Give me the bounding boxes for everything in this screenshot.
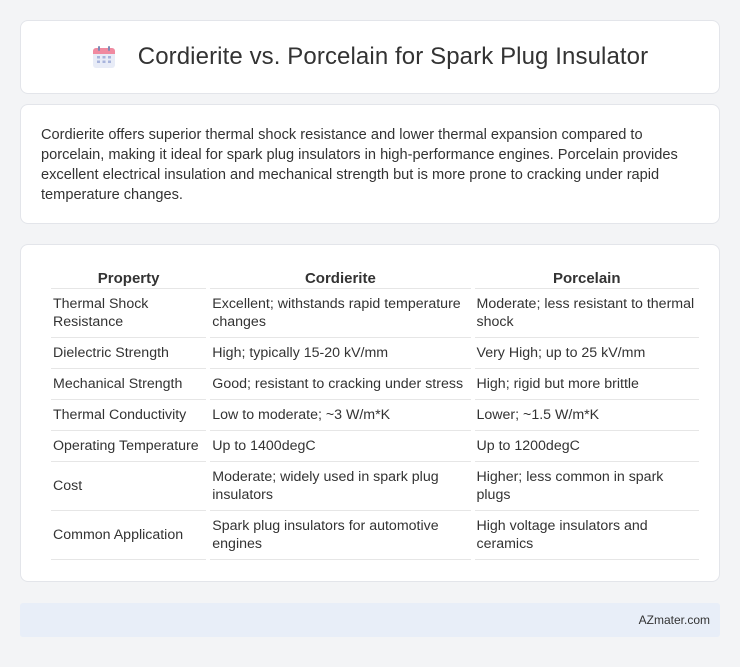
comparison-table bbox=[47, 263, 703, 560]
comparison-card bbox=[20, 244, 720, 582]
cell-cordierite: Excellent; withstands rapid temperature changes bbox=[210, 289, 470, 338]
cell-property: Thermal Shock Resistance bbox=[51, 289, 206, 338]
table-row bbox=[51, 431, 699, 462]
title-card bbox=[20, 20, 720, 94]
table-row bbox=[51, 338, 699, 369]
footer-bar bbox=[20, 603, 720, 637]
cell-cordierite: High; typically 15-20 kV/mm bbox=[210, 338, 470, 369]
calendar-icon bbox=[92, 45, 116, 69]
cell-porcelain: High; rigid but more brittle bbox=[475, 369, 699, 400]
cell-porcelain: Up to 1200degC bbox=[475, 431, 699, 462]
cell-porcelain: High voltage insulators and ceramics bbox=[475, 511, 699, 560]
cell-property: Thermal Conductivity bbox=[51, 400, 206, 431]
cell-property: Mechanical Strength bbox=[51, 369, 206, 400]
cell-property: Cost bbox=[51, 462, 206, 511]
summary-text: Cordierite offers superior thermal shock resistance and lower thermal expansion compared to porcelain, making it ideal for spark plug insulators in high-performance engines. Porcelain provides excellent electrical insulation and mechanical strength but is more prone to cracking under rapid temperature changes. bbox=[41, 127, 678, 203]
cell-cordierite: Low to moderate; ~3 W/m*K bbox=[210, 400, 470, 431]
cell-cordierite: Moderate; widely used in spark plug insulators bbox=[210, 462, 470, 511]
cell-cordierite: Spark plug insulators for automotive engines bbox=[210, 511, 470, 560]
table-row bbox=[51, 400, 699, 431]
cell-property: Dielectric Strength bbox=[51, 338, 206, 369]
header-porcelain: Porcelain bbox=[475, 263, 699, 289]
cell-cordierite: Up to 1400degC bbox=[210, 431, 470, 462]
cell-cordierite: Good; resistant to cracking under stress bbox=[210, 369, 470, 400]
cell-porcelain: Lower; ~1.5 W/m*K bbox=[475, 400, 699, 431]
cell-porcelain: Moderate; less resistant to thermal shock bbox=[475, 289, 699, 338]
cell-porcelain: Higher; less common in spark plugs bbox=[475, 462, 699, 511]
header-cordierite: Cordierite bbox=[210, 263, 470, 289]
table-row bbox=[51, 369, 699, 400]
cell-property: Common Application bbox=[51, 511, 206, 560]
table-header-row bbox=[51, 263, 699, 289]
header-property: Property bbox=[51, 263, 206, 289]
page-title: Cordierite vs. Porcelain for Spark Plug Insulator bbox=[137, 43, 649, 70]
summary-card bbox=[20, 104, 720, 224]
table-row bbox=[51, 511, 699, 560]
cell-porcelain: Very High; up to 25 kV/mm bbox=[475, 338, 699, 369]
cell-property: Operating Temperature bbox=[51, 431, 206, 462]
table-row bbox=[51, 289, 699, 338]
title-wrap bbox=[92, 43, 648, 71]
footer-brand-link[interactable]: AZmater.com bbox=[638, 613, 710, 627]
table-row bbox=[51, 462, 699, 511]
